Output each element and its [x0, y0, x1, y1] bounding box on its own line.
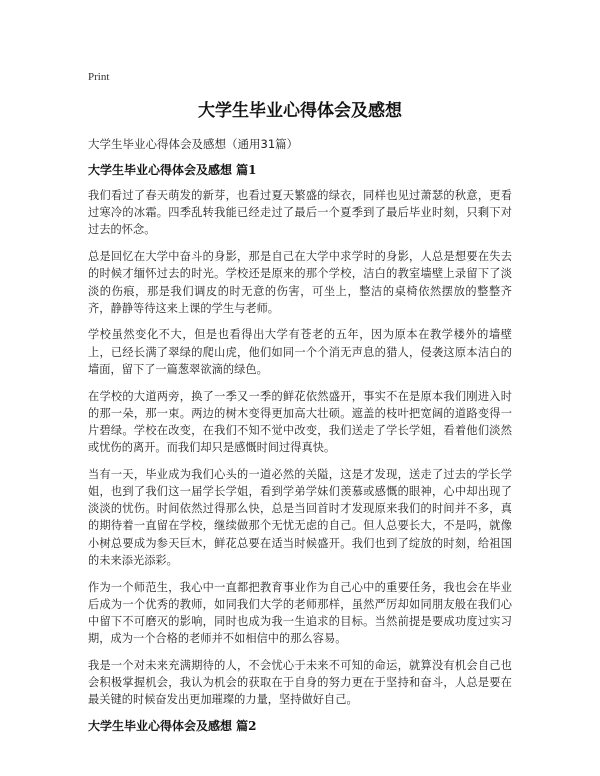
document-subtitle: 大学生毕业心得体会及感想（通用31篇）	[88, 137, 299, 151]
section-2	[88, 718, 512, 734]
paragraph: 总是回忆在大学中奋斗的身影，那是自己在大学中求学时的身影，人总是想要在失去的时候才缅怀过去的时光。学校还是原来的那个学校，洁白的教室墙壁上录留下了淡淡的伤痕，那是我们调皮的时无意的伤害，可坐上，整洁的桌椅依然摆放的整整齐齐，静静等待这来上课的学生与老师。	[88, 250, 512, 315]
section-heading: 大学生毕业心得体会及感想 篇2	[88, 718, 257, 733]
paragraph: 作为一个师范生，我心中一直都把教育事业作为自己心中的重要任务，我也会在毕业后成为一个优秀的教师，如同我们大学的老师那样，虽然严厉却如同朋友般在我们心中留下不可磨灭的影响，同时也成为我一生追求的目标。当然前提是要成功度过实习期，成为一个合格的老师并不如相信中的那么容易。	[88, 580, 512, 646]
paragraph: 我们看过了春天萌发的新芽，也看过夏天繁盛的绿衣，同样也见过萧瑟的秋意，更看过寒冷的冰霜。四季乱转我能已经走过了最后一个夏季到了最后毕业时刻，只剩下对过去的怀念。	[88, 189, 512, 237]
section-1	[88, 162, 512, 708]
page-title: 大学生毕业心得体会及感想	[198, 101, 402, 121]
paragraph: 我是一个对未来充满期待的人，不会忧心于未来不可知的命运，就算没有机会自己也会积极掌握机会，我认为机会的获取在于自身的努力更在于坚持和奋斗，人总是要在最关键的时候奋发出更加璀璨的力量，坚持做好自己。	[88, 658, 512, 707]
section-heading: 大学生毕业心得体会及感想 篇1	[88, 163, 257, 177]
paragraph: 学校虽然变化不大，但是也看得出大学有苍老的五年，因为原本在教学楼外的墙壁上，已经长满了翠绿的爬山虎，他们如同一个个消无声息的猎人，侵袭这原本洁白的墙面，留下了一篇葱翠欲滴的绿色。	[88, 328, 512, 376]
paragraph: 当有一天，毕业成为我们心头的一道必然的关隘，这是才发现，送走了过去的学长学姐，也到了我们这一届学长学姐，看到学弟学妹们羡慕或感慨的眼神，心中却出现了淡淡的忧伤。时间依然过得那么快，总是当回首时才发现原来我们的时间并不多，真的期待着一直留在学校，继续做那个无忧无虑的自己。但人总要长大，不是吗，就像小树总要成为参天巨木，鲜花总要在适当时候盛开。我们也到了绽放的时刻，给祖国的未来添光添彩。	[88, 467, 512, 567]
paragraph: 在学校的大道两旁，换了一季又一季的鲜花依然盛开，事实不在是原本我们刚进入时的那一朵，那一束。两边的树木变得更加高大壮硕。遮盖的枝叶把宽阔的道路变得一片碧绿。学校在改变，在我们不知不觉中改变，我们送走了学长学姐，看着他们淡然或忧伤的离开。而我们却只是感慨时间过得真快。	[88, 389, 512, 455]
print-link[interactable]: Print	[88, 71, 110, 83]
